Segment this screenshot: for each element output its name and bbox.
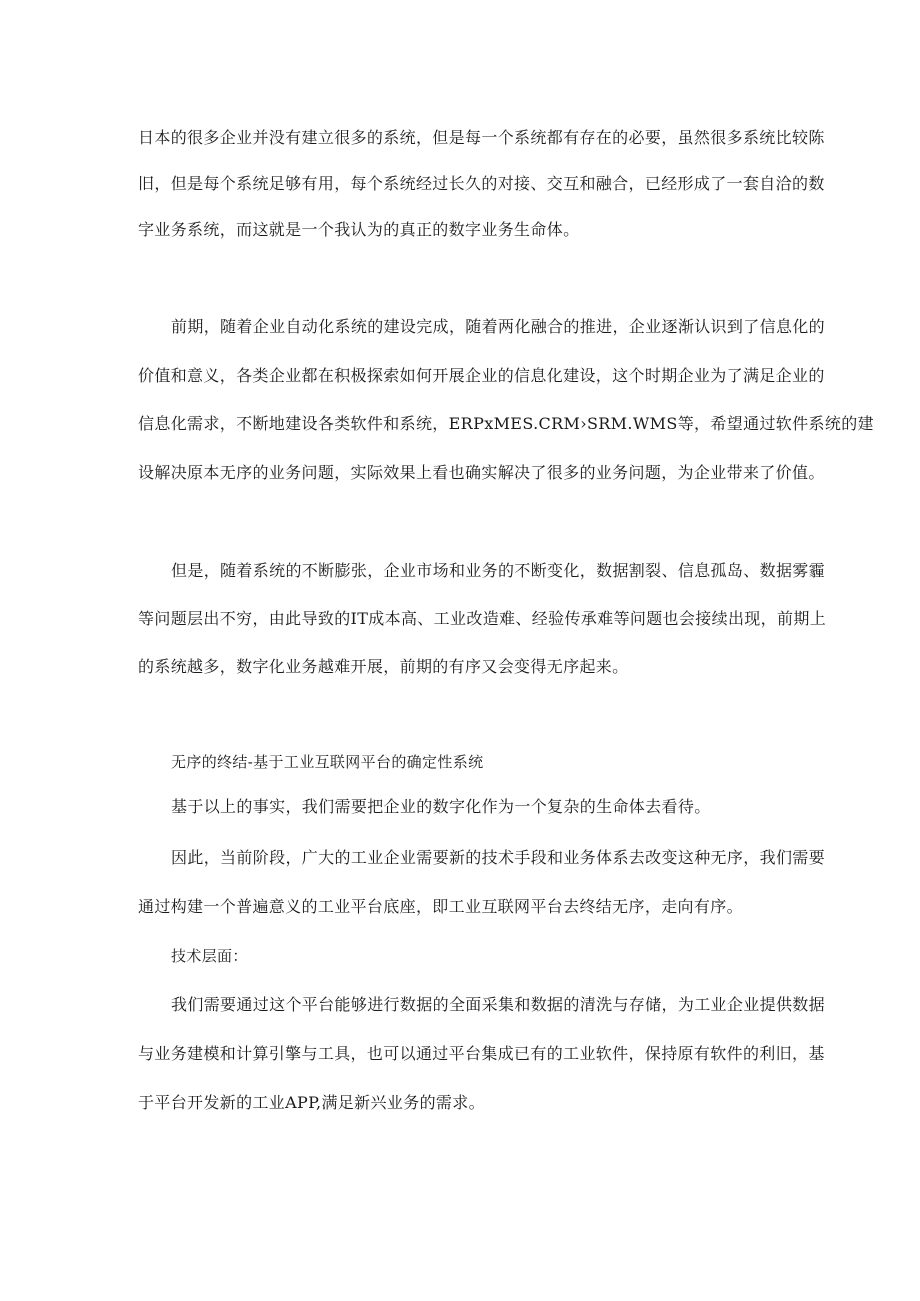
paragraph-3-line-1: 但是，随着系统的不断膨张，企业市场和业务的不断变化，数据割裂、信息孤岛、数据雾霾	[171, 561, 826, 580]
paragraph-3-line-2: 等问题层出不穷，由此导致的IT成本高、工业改造难、经验传承难等问题也会接续出现，前期上	[138, 609, 827, 628]
paragraph-1-line-1: 日本的很多企业并没有建立很多的系统，但是每一个系统都有存在的必要，虽然很多系统比较陈	[138, 128, 825, 147]
paragraph-5-line-2: 通过构建一个普遍意义的工业平台底座，即工业互联网平台去终结无序，走向有序。	[138, 897, 743, 916]
paragraph-5-line-1: 因此，当前阶段，广大的工业企业需要新的技术手段和业务体系去改变这种无序，我们需要	[171, 848, 826, 867]
paragraph-2-line-1: 前期，随着企业自动化系统的建设完成，随着两化融合的推进，企业逐渐认识到了信息化的	[171, 317, 826, 336]
paragraph-2-line-4: 设解决原本无序的业务问题，实际效果上看也确实解决了很多的业务问题，为企业带来了价值。	[138, 463, 825, 482]
paragraph-6-line-3: 于平台开发新的工业APP,满足新兴业务的需求。	[138, 1093, 485, 1112]
paragraph-2-line-2: 价值和意义，各类企业都在积极探索如何开展企业的信息化建设，这个时期企业为了满足企业的	[138, 366, 825, 385]
paragraph-6-line-1: 我们需要通过这个平台能够进行数据的全面采集和数据的清洗与存储，为工业企业提供数据	[171, 995, 826, 1014]
subheading: 技术层面：	[171, 947, 248, 965]
paragraph-1-line-3: 字业务系统，而这就是一个我认为的真正的数字业务生命体。	[138, 220, 580, 239]
paragraph-3-line-3: 的系统越多，数字化业务越难开展，前期的有序又会变得无序起来。	[138, 657, 629, 676]
paragraph-2-line-3: 信息化需求，不断地建设各类软件和系统，ERPxMES.CRM›SRM.WMS等，希望通过软件系统的建	[138, 414, 874, 433]
section-heading: 无序的终结-基于工业互联网平台的确定性系统	[171, 753, 484, 771]
paragraph-6-line-2: 与业务建模和计算引擎与工具，也可以通过平台集成已有的工业软件，保持原有软件的利旧，基	[138, 1044, 825, 1063]
paragraph-4: 基于以上的事实，我们需要把企业的数字化作为一个复杂的生命体去看待。	[171, 797, 711, 816]
paragraph-1-line-2: 旧，但是每个系统足够有用，每个系统经过长久的对接、交互和融合，已经形成了一套自洽的数	[138, 174, 825, 193]
